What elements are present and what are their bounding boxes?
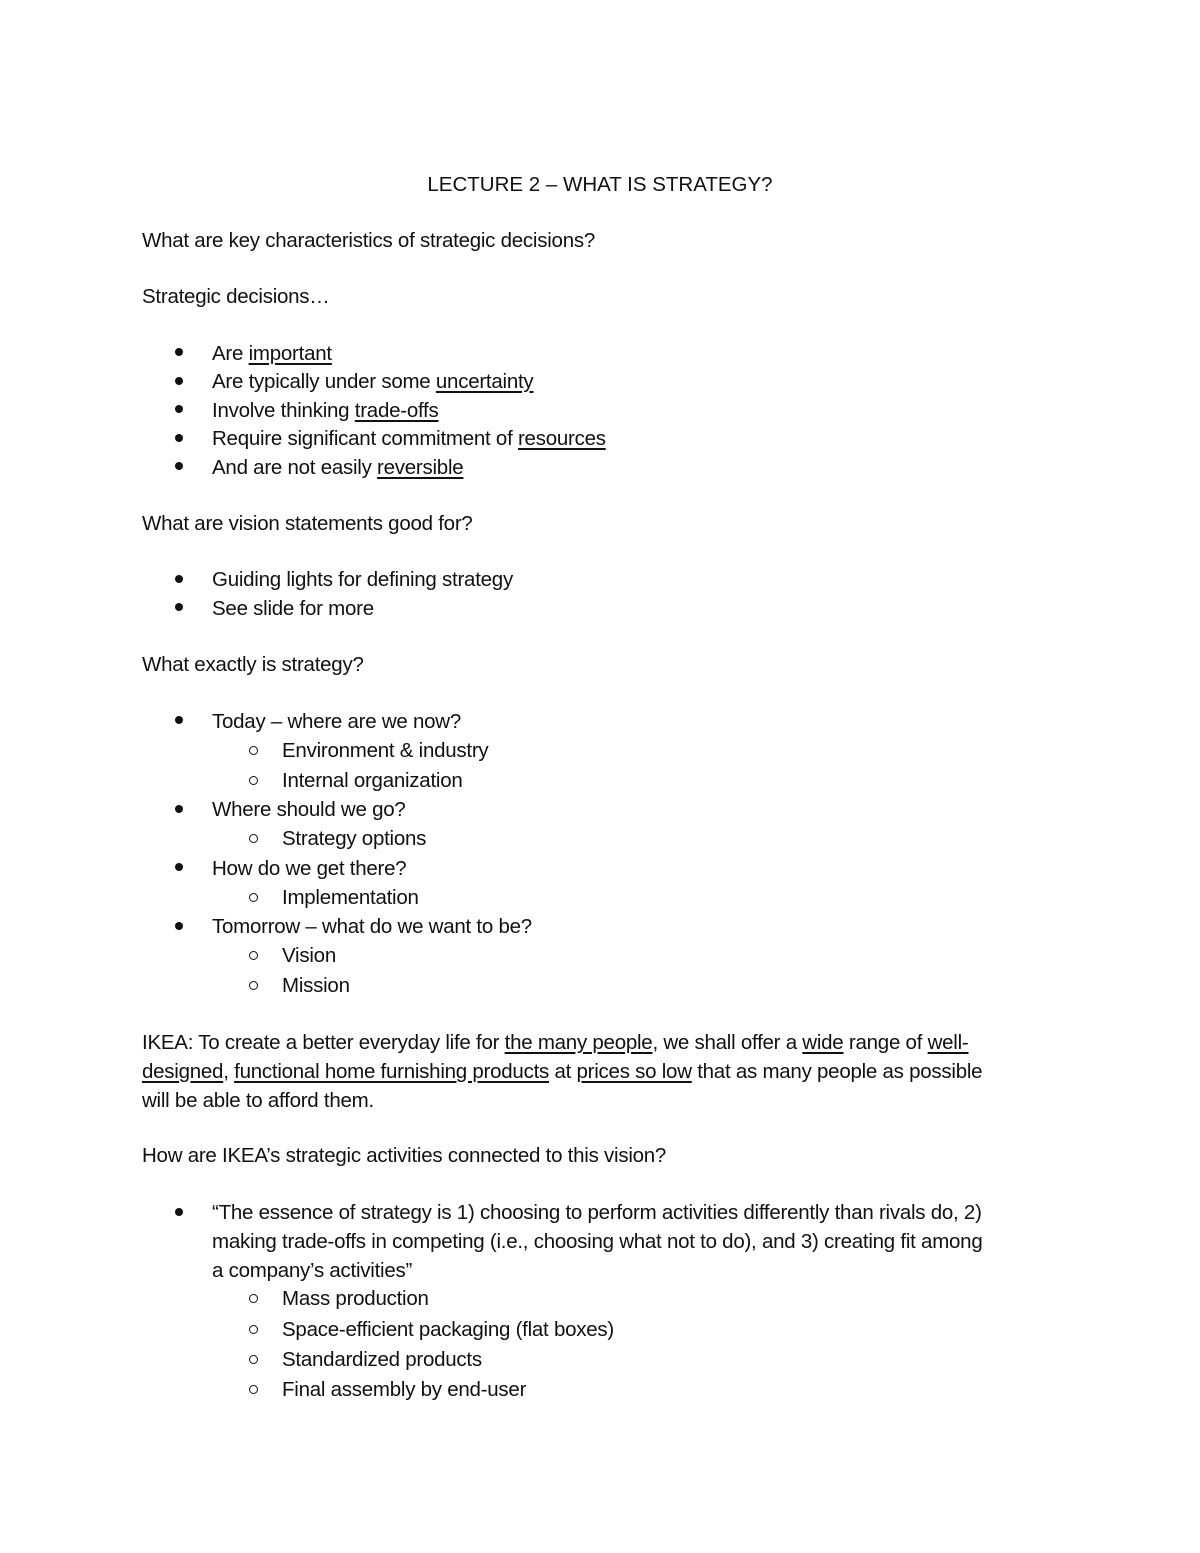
circle-bullet-icon — [249, 951, 258, 960]
sub-list-item: Vision — [282, 944, 336, 967]
ikea-vision-line-1: IKEA: To create a better everyday life for the many people, we shall offer a wide range of well- — [142, 1031, 969, 1054]
bullet-icon — [175, 863, 183, 871]
bullet-icon — [175, 348, 183, 356]
circle-bullet-icon — [249, 746, 258, 755]
circle-bullet-icon — [249, 776, 258, 785]
list-item: Tomorrow – what do we want to be? — [212, 915, 532, 938]
bullet-icon — [175, 434, 183, 442]
bullet-icon — [175, 922, 183, 930]
ikea-vision-line-2: designed, functional home furnishing products at prices so low that as many people as possible — [142, 1060, 983, 1083]
bullet-icon — [175, 462, 183, 470]
list-item: Today – where are we now? — [212, 710, 462, 733]
sub-list-item: Strategy options — [282, 827, 427, 850]
list-item: How do we get there? — [212, 857, 407, 880]
question-strategy: What exactly is strategy? — [142, 653, 364, 676]
page-title: LECTURE 2 – WHAT IS STRATEGY? — [427, 173, 773, 196]
circle-bullet-icon — [249, 893, 258, 902]
circle-bullet-icon — [249, 834, 258, 843]
sub-list-item: Internal organization — [282, 769, 463, 792]
list-item: Where should we go? — [212, 798, 406, 821]
list-item: Require significant commitment of resources — [212, 427, 606, 450]
decisions-intro: Strategic decisions… — [142, 285, 330, 308]
question-ikea-activities: How are IKEA’s strategic activities connected to this vision? — [142, 1144, 667, 1167]
sub-list-item: Implementation — [282, 886, 419, 909]
circle-bullet-icon — [249, 981, 258, 990]
list-item: Involve thinking trade-offs — [212, 399, 439, 422]
bullet-icon — [175, 603, 183, 611]
bullet-icon — [175, 716, 183, 724]
list-item: Are important — [212, 342, 332, 365]
sub-list-item: Mission — [282, 974, 350, 997]
quote-line-1: “The essence of strategy is 1) choosing to perform activities differently than rivals do, 2) — [212, 1201, 982, 1224]
bullet-icon — [175, 805, 183, 813]
bullet-icon — [175, 575, 183, 583]
sub-list-item: Space-efficient packaging (flat boxes) — [282, 1318, 614, 1341]
circle-bullet-icon — [249, 1325, 258, 1334]
quote-line-2: making trade-offs in competing (i.e., choosing what not to do), and 3) creating fit among — [212, 1230, 983, 1253]
circle-bullet-icon — [249, 1385, 258, 1394]
question-characteristics: What are key characteristics of strategic decisions? — [142, 229, 595, 252]
sub-list-item: Mass production — [282, 1287, 429, 1310]
circle-bullet-icon — [249, 1355, 258, 1364]
list-item: Are typically under some uncertainty — [212, 370, 534, 393]
bullet-icon — [175, 377, 183, 385]
quote-line-3: a company’s activities” — [212, 1259, 413, 1282]
list-item: See slide for more — [212, 597, 374, 620]
list-item: Guiding lights for defining strategy — [212, 568, 513, 591]
question-vision: What are vision statements good for? — [142, 512, 473, 535]
sub-list-item: Final assembly by end-user — [282, 1378, 527, 1401]
bullet-icon — [175, 405, 183, 413]
list-item: And are not easily reversible — [212, 456, 464, 479]
sub-list-item: Standardized products — [282, 1348, 482, 1371]
bullet-icon — [175, 1208, 183, 1216]
circle-bullet-icon — [249, 1294, 258, 1303]
ikea-vision-line-3: will be able to afford them. — [142, 1089, 374, 1112]
sub-list-item: Environment & industry — [282, 739, 489, 762]
